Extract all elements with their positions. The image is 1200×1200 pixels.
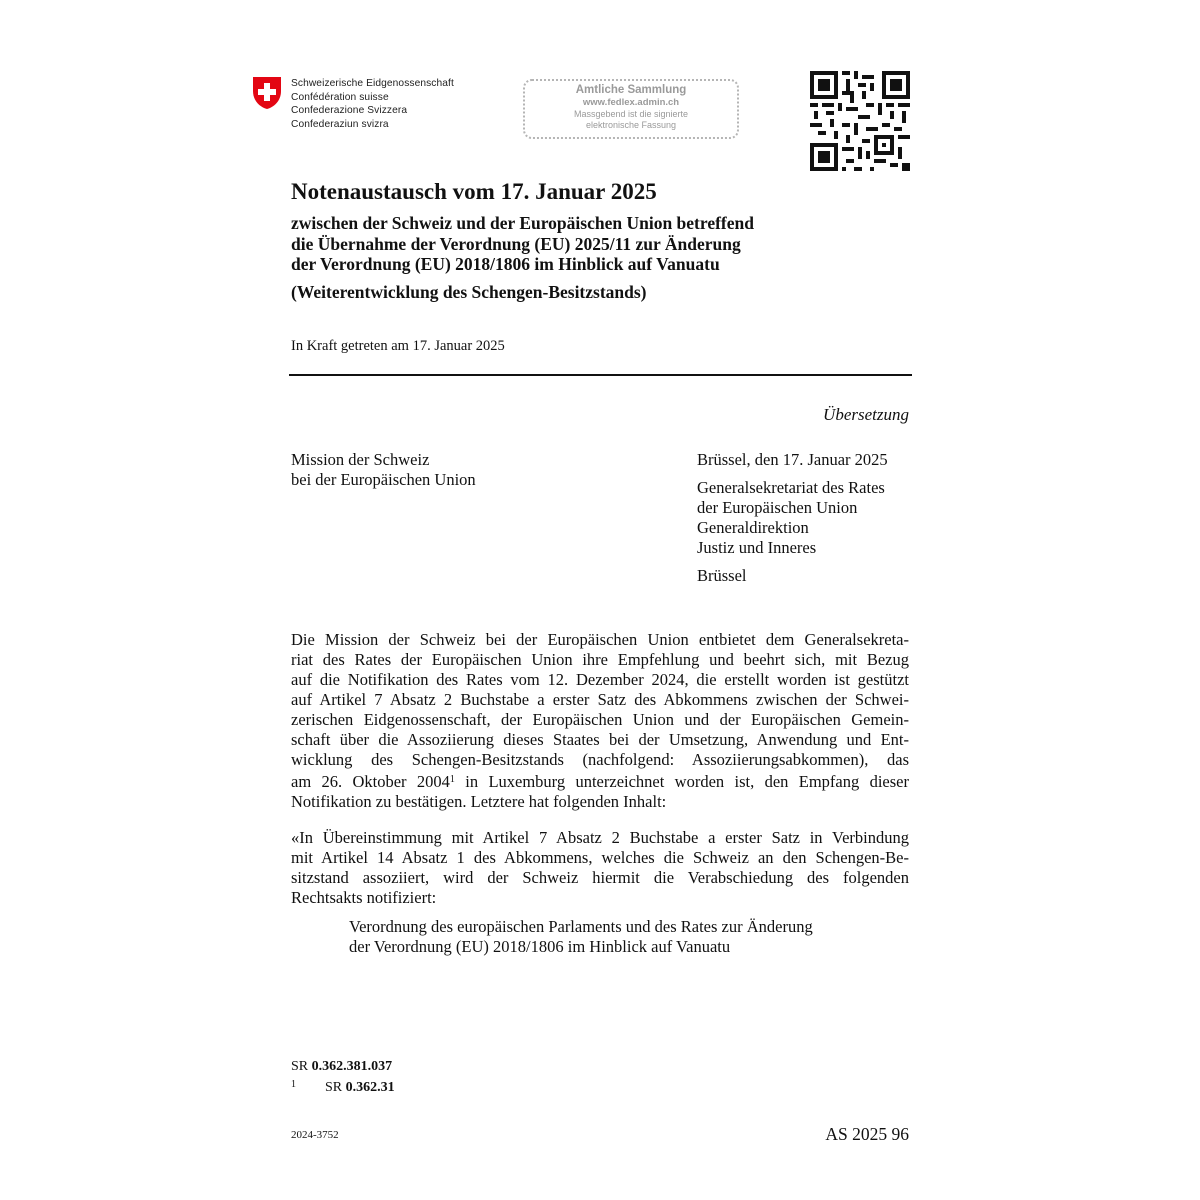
recipient-line: Generaldirektion — [697, 518, 809, 537]
document-subtitle — [291, 213, 754, 275]
official-collection-reference: AS 2025 96 — [825, 1124, 909, 1144]
qr-code-icon — [810, 71, 910, 171]
paragraph-line: riat des Rates der Europäischen Union ihre Empfehlung und beehrt sich, mit Bezug — [291, 650, 909, 669]
place-and-date: Brüssel, den 17. Januar 2025 — [697, 450, 888, 469]
document-subtitle-schengen: (Weiterentwicklung des Schengen-Besitzstands) — [291, 282, 647, 302]
paragraph-line — [291, 770, 909, 792]
confederation-line-rm: Confederaziun svizra — [291, 118, 389, 130]
sr-prefix: SR — [291, 1059, 312, 1074]
paragraph-line: auf Artikel 7 Absatz 2 Buchstabe a erster Satz des Abkommens zwischen der Schwei- — [291, 690, 909, 709]
confederation-line-de: Schweizerische Eidgenossenschaft — [291, 78, 454, 89]
in-force-date: In Kraft getreten am 17. Januar 2025 — [291, 338, 505, 354]
sender-line: bei der Europäischen Union — [291, 470, 476, 489]
paragraph-line: mit Artikel 14 Absatz 1 des Abkommens, welches die Schweiz an den Schengen-Be- — [291, 848, 909, 867]
confederation-line-fr: Confédération suisse — [291, 91, 389, 103]
stamp-note-line1: Massgebend ist die signierte — [573, 109, 689, 119]
paragraph-line: sitzstand assoziiert, wird der Schweiz hiermit die Verabschiedung des folgenden — [291, 868, 909, 887]
recipient-line: Justiz und Inneres — [697, 538, 817, 557]
stamp-url[interactable]: www.fedlex.admin.ch — [582, 97, 680, 108]
confederation-names — [291, 77, 454, 131]
footnote-sr-number: 0.362.31 — [345, 1080, 395, 1095]
document-code: 2024-3752 — [291, 1129, 339, 1141]
paragraph-line: auf die Notifikation des Rates vom 12. Dezember 2024, die erstellt worden ist gestützt — [291, 670, 909, 689]
sender-line: Mission der Schweiz — [291, 450, 430, 469]
subtitle-line: zwischen der Schweiz und der Europäischen Union betreffend — [291, 213, 754, 233]
translation-label: Übersetzung — [823, 405, 909, 424]
recipient-line: Generalsekretariat des Rates — [697, 478, 885, 497]
paragraph-line: Rechtsakts notifiziert: — [291, 888, 437, 907]
confederation-line-it: Confederazione Svizzera — [291, 105, 408, 117]
body-paragraph-2 — [291, 828, 909, 908]
regulation-quote — [349, 917, 813, 957]
stamp-title: Amtliche Sammlung — [575, 84, 687, 96]
stamp-note-line2: elektronische Fassung — [585, 120, 677, 130]
quote-line: der Verordnung (EU) 2018/1806 im Hinblick auf Vanuatu — [349, 937, 731, 956]
sender-address — [291, 450, 476, 490]
body-paragraph-1 — [291, 630, 909, 812]
paragraph-line: Notifikation zu bestätigen. Letztere hat folgenden Inhalt: — [291, 792, 667, 811]
paragraph-line-start: am 26. Oktober 2004 — [291, 772, 450, 791]
subtitle-line: der Verordnung (EU) 2018/1806 im Hinblick auf Vanuatu — [291, 254, 720, 274]
footnote-prefix: SR — [325, 1080, 346, 1095]
footnote-1 — [291, 1079, 395, 1096]
recipient-address — [697, 478, 885, 558]
footnote-number: 1 — [291, 1079, 296, 1090]
title-divider — [289, 374, 912, 376]
sr-reference — [291, 1059, 392, 1075]
sr-number: 0.362.381.037 — [311, 1059, 393, 1074]
footnote-ref-1[interactable]: 1 — [449, 774, 455, 785]
subtitle-line: die Übernahme der Verordnung (EU) 2025/11 zur Änderung — [291, 233, 741, 254]
paragraph-line: «In Übereinstimmung mit Artikel 7 Absatz 2 Buchstabe a erster Satz in Verbindung — [291, 828, 909, 847]
paragraph-line-end: in Luxemburg unterzeichnet worden ist, den Empfang dieser — [454, 772, 909, 791]
recipient-line: der Europäischen Union — [697, 498, 858, 517]
paragraph-line: wicklung des Schengen-Besitzstands (nachfolgend: Assoziierungsabkommen), das — [291, 750, 909, 769]
document-title: Notenaustausch vom 17. Januar 2025 — [291, 179, 657, 204]
paragraph-line: Die Mission der Schweiz bei der Europäischen Union entbietet dem Generalsekreta- — [291, 630, 909, 649]
swiss-crest-icon — [252, 76, 282, 110]
official-collection-stamp — [523, 79, 739, 139]
paragraph-line: zerischen Eidgenossenschaft, der Europäischen Union und der Europäischen Gemein- — [291, 710, 909, 729]
quote-line: Verordnung des europäischen Parlaments und des Rates zur Änderung — [349, 917, 813, 936]
recipient-city: Brüssel — [697, 566, 747, 585]
paragraph-line: schaft über die Assoziierung dieses Staates bei der Umsetzung, Anwendung und Ent- — [291, 730, 909, 749]
